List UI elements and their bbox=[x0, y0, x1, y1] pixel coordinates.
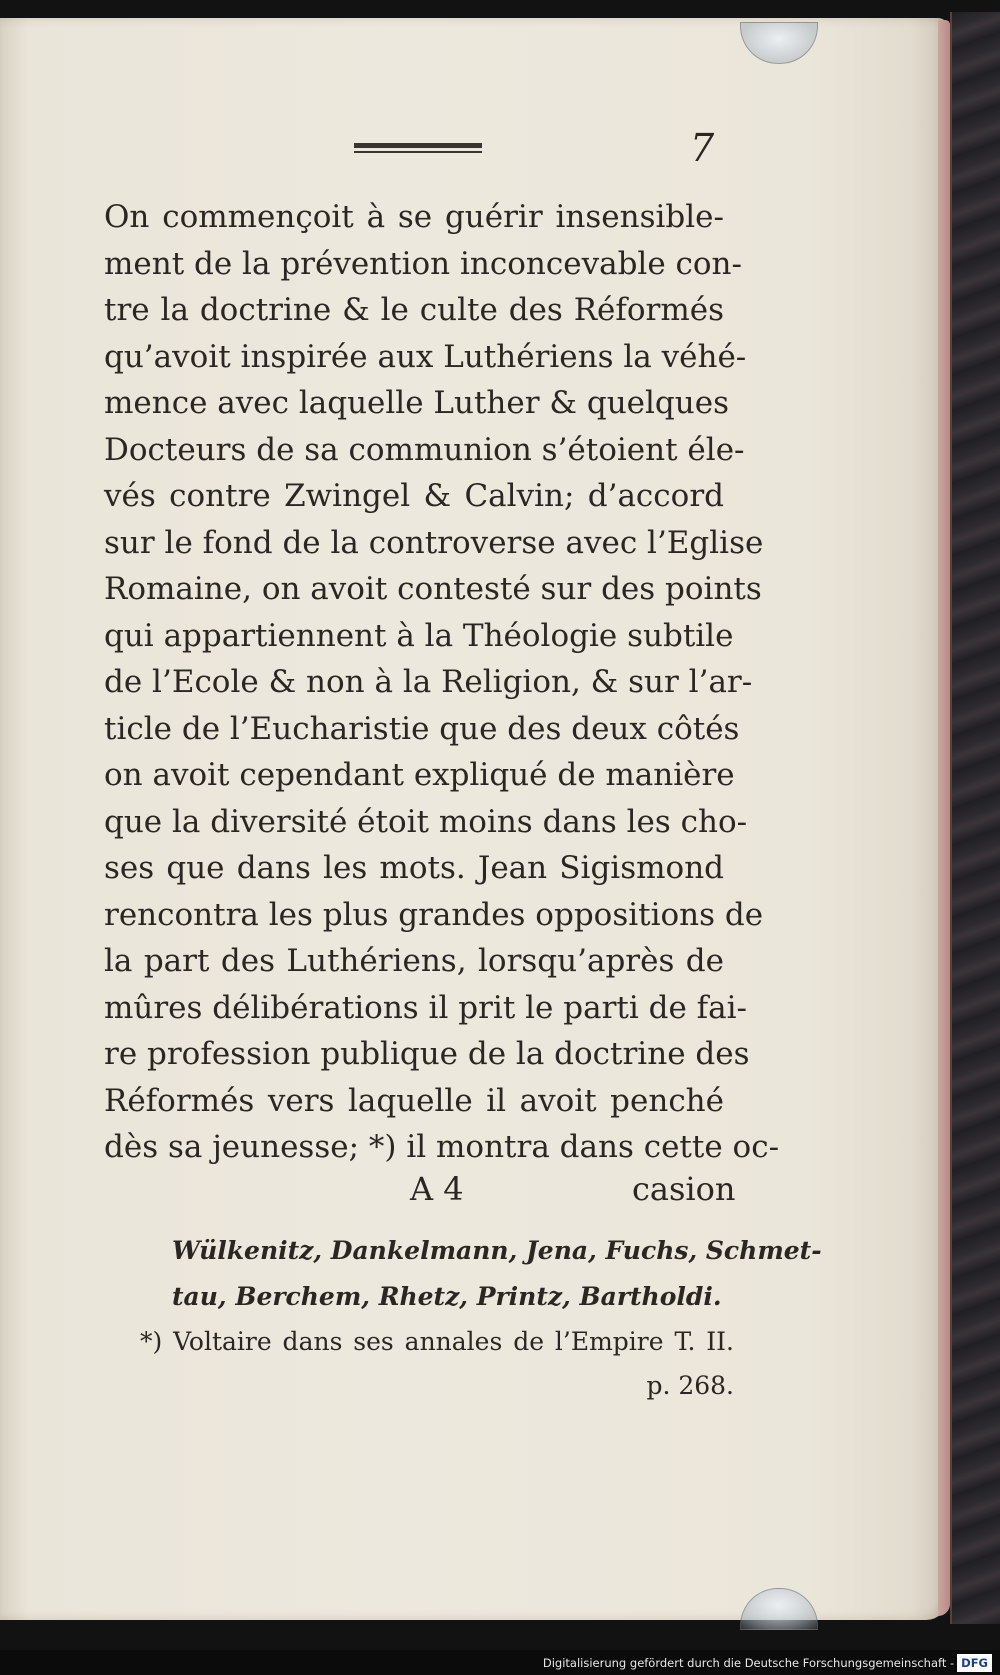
body-line-16: rencontra les plus grandes oppositions de bbox=[104, 896, 764, 933]
footnote-line-2: p. 268. bbox=[646, 1371, 734, 1400]
header-rule-thick bbox=[354, 143, 482, 148]
body-line-6: Docteurs de sa communion s’étoient éle- bbox=[104, 431, 745, 468]
body-line-21: dès sa jeunesse; *) il montra dans cette oc- bbox=[104, 1129, 780, 1165]
catchword: casion bbox=[632, 1170, 736, 1208]
body-line-18: mûres délibérations il prit le parti de fai- bbox=[104, 989, 748, 1026]
body-line-15: ses que dans les mots. Jean Sigismond bbox=[104, 850, 724, 886]
body-line-11: de l’Ecole & non à la Religion, & sur l’ar- bbox=[104, 664, 753, 700]
body-line-17: la part des Luthériens, lorsqu’après de bbox=[104, 943, 724, 979]
footnote-names-line-2: tau, Berchem, Rhetz, Printz, Bartholdi. bbox=[172, 1282, 722, 1311]
body-text bbox=[104, 194, 780, 1171]
body-line-7: vés contre Zwingel & Calvin; d’accord bbox=[104, 478, 724, 514]
body-line-4: qu’avoit inspirée aux Luthériens la véhé- bbox=[104, 338, 747, 375]
header-rule-thin bbox=[354, 151, 482, 153]
body-line-19: re profession publique de la doctrine des bbox=[104, 1036, 750, 1072]
body-line-12: ticle de l’Eucharistie que des deux côtés bbox=[104, 710, 740, 747]
book-binding bbox=[950, 12, 1000, 1624]
body-line-14: que la diversité étoit moins dans les cho- bbox=[104, 803, 748, 840]
body-line-2: ment de la prévention inconcevable con- bbox=[104, 245, 742, 282]
footnote-names bbox=[172, 1228, 822, 1320]
digitization-credit bbox=[543, 1654, 992, 1672]
footnote bbox=[140, 1320, 734, 1408]
page-number: 7 bbox=[690, 126, 715, 170]
body-line-3: tre la doctrine & le culte des Réformés bbox=[104, 292, 724, 328]
page-edge bbox=[938, 20, 950, 1616]
body-line-20: Réformés vers laquelle il avoit penché bbox=[104, 1082, 724, 1119]
body-line-8: sur le fond de la controverse avec l’Eglise bbox=[104, 524, 764, 561]
credit-text: Digitalisierung gefördert durch die Deutsche Forschungsgemeinschaft - bbox=[542, 1656, 955, 1670]
body-line-1: On commençoit à se guérir insensible- bbox=[104, 199, 724, 235]
footnote-names-line-1: Wülkenitz, Dankelmann, Jena, Fuchs, Schmet- bbox=[172, 1236, 822, 1265]
body-line-13: on avoit cependant expliqué de manière bbox=[104, 757, 735, 793]
footnote-line-1: *) Voltaire dans ses annales de l’Empire T. II. bbox=[140, 1327, 734, 1356]
body-line-5: mence avec laquelle Luther & quelques bbox=[104, 385, 729, 421]
dfg-logo: DFG bbox=[957, 1654, 992, 1672]
signature-mark: A 4 bbox=[410, 1170, 464, 1208]
body-line-10: qui appartiennent à la Théologie subtile bbox=[104, 617, 734, 654]
body-line-9: Romaine, on avoit contesté sur des points bbox=[104, 571, 762, 607]
